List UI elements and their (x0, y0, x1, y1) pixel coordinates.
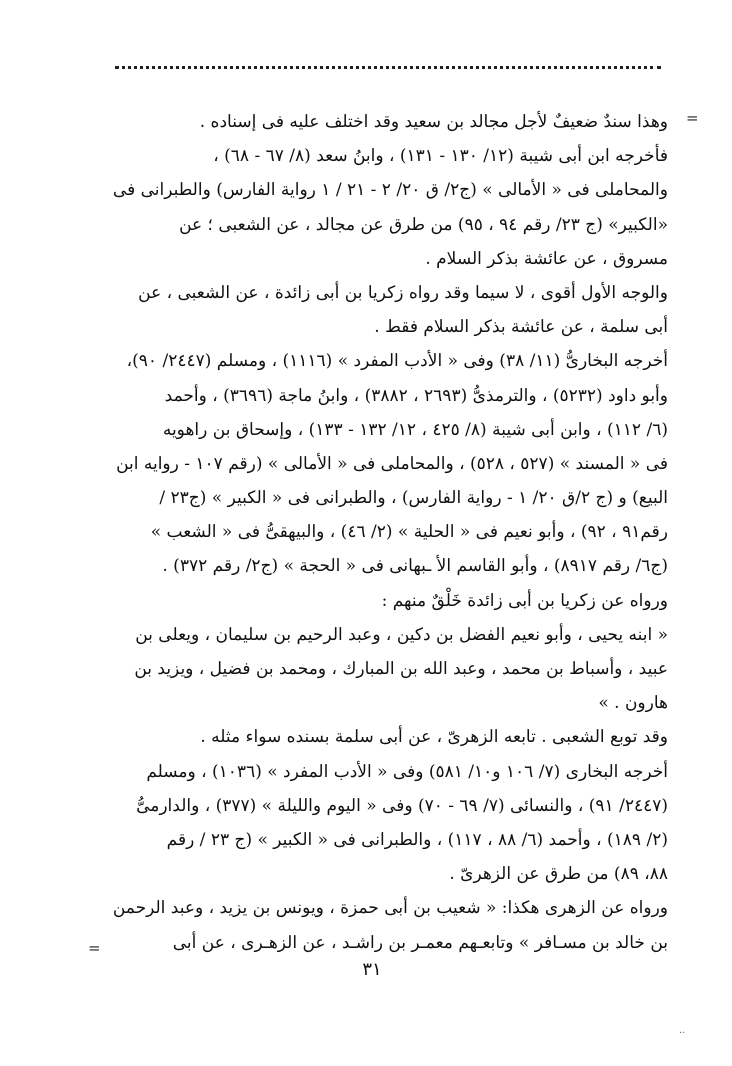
text-line: (٢٤٤٧/ ٩١) ، والنسائى (٧/ ٦٩ - ٧٠) وفى « اليوم والليلة » (٣٧٧) ، والدارمىُّ (136, 795, 668, 816)
text-line: (٢/ ١٨٩) ، وأحمد (٦/ ٨٨ ، ١١٧) ، والطبرانى فى « الكبير » (ج ٢٣ / رقم (166, 829, 668, 850)
header-dotted-rule (115, 66, 661, 69)
text-line: ورواه عن زكريا بن أبى زائدة خَلْقٌ منهم : (381, 590, 668, 611)
text-line: مسروق ، عن عائشة بذكر السلام . (425, 248, 668, 269)
paragraph (104, 139, 668, 276)
paragraph (104, 755, 668, 892)
text-line: أخرجه البخارىُّ (١١/ ٣٨) وفى « الأدب المفرد » (١١١٦) ، ومسلم (٢٤٤٧/ ٩٠)، (126, 351, 668, 372)
paragraph (104, 105, 668, 139)
text-line: وقد توبع الشعبى . تابعه الزهرىّ ، عن أبى سلمة بسنده سواء مثله . (200, 727, 668, 748)
text-line: ورواه عن الزهرى هكذا: « شعيب بن أبى حمزة ، ويونس بن يزيد ، وعبد الرحمن (112, 898, 668, 919)
text-line: رقم٩١ ، ٩٢) ، وأبو نعيم فى « الحلية » (٢/ ٤٦) ، والبيهقىُّ فى « الشعب » (150, 522, 668, 543)
continuation-mark-top: = (686, 109, 699, 127)
text-line: (ج٦/ رقم ٨٩١٧) ، وأبو القاسم الأ ـبهانى فى « الحجة » (ج٢/ رقم ٣٧٢) . (162, 556, 668, 577)
text-line: ٨٨، ٨٩) من طرق عن الزهرىّ . (449, 864, 668, 885)
page-number: ٣١ (362, 959, 382, 980)
text-line: « ابنه يحيى ، وأبو نعيم الفضل بن دكين ، وعبد الرحيم بن سليمان ، ويعلى بن (135, 624, 668, 645)
paragraph (104, 720, 668, 754)
text-line: أبى سلمة ، عن عائشة بذكر السلام فقط . (374, 317, 668, 338)
paragraph (104, 584, 668, 618)
corner-dots: .. (679, 1025, 686, 1036)
text-line: والمحاملى فى « الأمالى » (ج٢/ ق ٢٠/ ٢ - ٢١ / ١ رواية الفارس) والطبرانى فى (112, 180, 668, 201)
text-line: وهذا سندٌ ضعيفٌ لأجل مجالد بن سعيد وقد اختلف عليه فى إسناده . (199, 112, 668, 132)
text-line: أخرجه البخارى (٧/ ١٠٦ و١٠/ ٥٨١) وفى « الأدب المفرد » (١٠٣٦) ، ومسلم (146, 761, 668, 782)
text-line: «الكبير» (ج ٢٣/ رقم ٩٤ ، ٩٥) من طرق عن مجالد ، عن الشعبى ؛ عن (179, 214, 668, 235)
continuation-mark-bottom: = (88, 939, 101, 957)
text-line: والوجه الأول أقوى ، لا سيما وقد رواه زكريا بن أبى زائدة ، عن الشعبى ، عن (138, 282, 668, 303)
text-line: البيع) و (ج ٢/ق ٢٠/ ١ - رواية الفارس) ، والطبرانى فى « الكبير » (ج٢٣ / (159, 488, 668, 509)
text-line: (٦/ ١١٢) ، وابن أبى شيبة (٨/ ٤٢٥ ، ١٢/ ١٣٢ - ١٣٣) ، وإسحاق بن راهويه (162, 419, 668, 440)
text-line: فأخرجه ابن أبى شيبة (١٢/ ١٣٠ - ١٣١) ، وابنُ سعد (٨/ ٦٧ - ٦٨) ، (213, 146, 668, 167)
paragraph (104, 891, 668, 959)
paragraph (104, 618, 668, 721)
text-line: بن خالد بن مسـافر » وتابعـهم معمـر بن راشـد ، عن الزهـرى ، عن أبى (172, 932, 668, 953)
text-line: فى « المسند » (٥٢٧ ، ٥٢٨) ، والمحاملى فى « الأمالى » (رقم ١٠٧ - روايه ابن (116, 453, 668, 474)
text-line: وأبو داود (٥٢٣٢) ، والترمذىُّ (٢٦٩٣ ، ٣٨٨٢) ، وابنُ ماجة (٣٦٩٦) ، وأحمد (164, 385, 668, 406)
text-line: عبيد ، وأسباط بن محمد ، وعبد الله بن المبارك ، ومحمد بن فضيل ، ويزيد بن (134, 659, 668, 679)
paragraph (104, 276, 668, 344)
paragraph (104, 344, 668, 583)
footnote-body (104, 105, 668, 960)
text-line: هارون . » (598, 693, 668, 714)
